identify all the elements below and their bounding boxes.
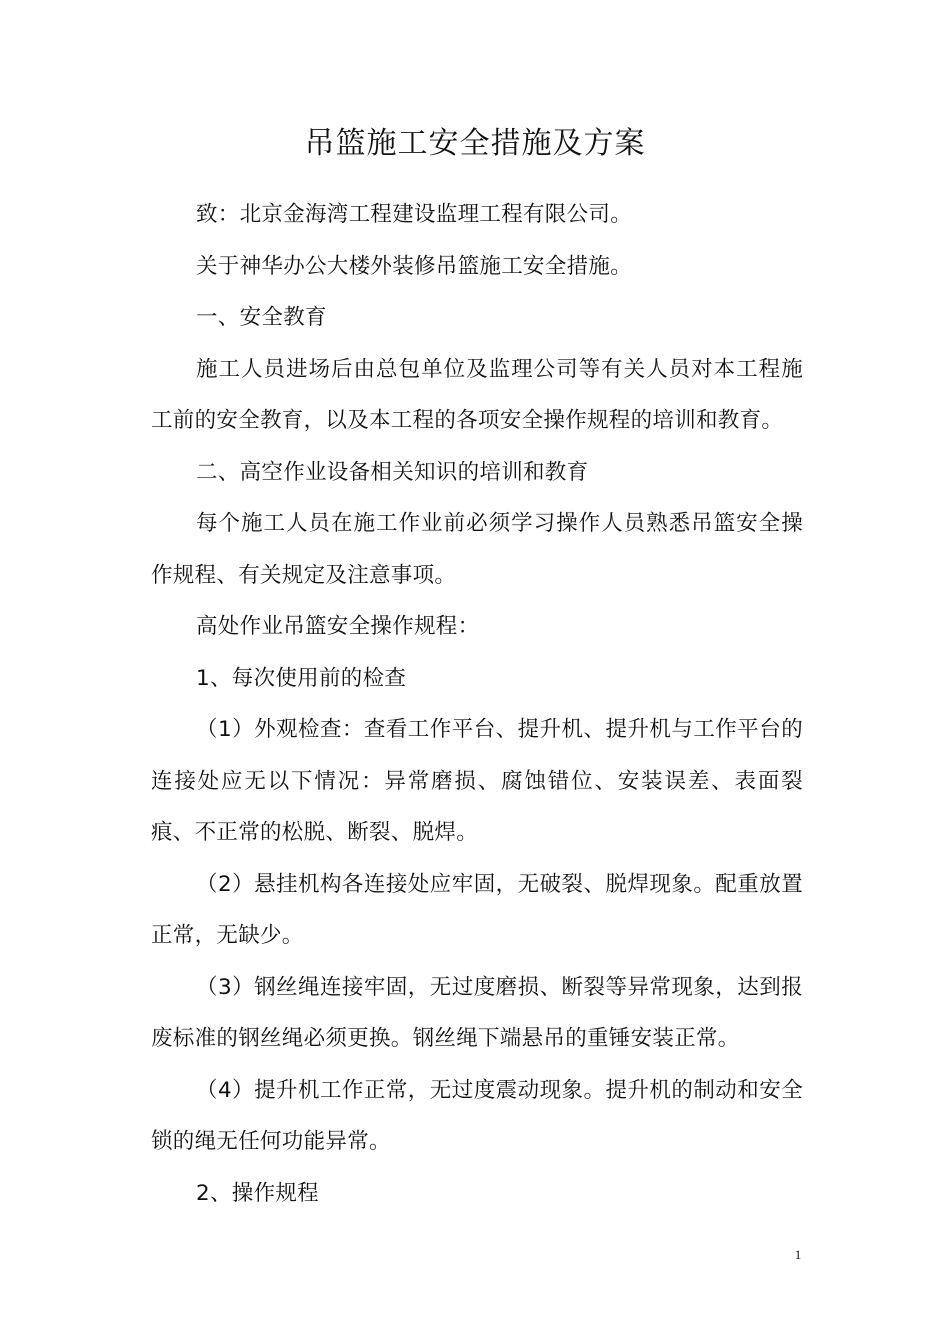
document-body (151, 189, 803, 1219)
paragraph-training: 每个施工人员在施工作业前必须学习操作人员熟悉吊篮安全操作规程、有关规定及注意事项。 (151, 511, 803, 588)
paragraph-operating-rules-intro: 高处作业吊篮安全操作规程： (196, 614, 480, 639)
list-item-visual-check: （1）外观检查：查看工作平台、提升机、提升机与工作平台的连接处应无以下情况：异常磨损、腐蚀错位、安装误差、表面裂痕、不正常的松脱、断裂、脱焊。 (151, 717, 803, 845)
section-heading-safety-education: 一、安全教育 (196, 305, 327, 330)
paragraph-safety-education: 施工人员进场后由总包单位及监理公司等有关人员对本工程施工前的安全教育，以及本工程的各项安全操作规程的培训和教育。 (151, 356, 803, 433)
section-heading-training: 二、高空作业设备相关知识的培训和教育 (196, 459, 589, 485)
document-title: 吊篮施工安全措施及方案 (304, 126, 646, 161)
subheading-operating-rules: 2、操作规程 (196, 1180, 319, 1206)
paragraph-addressee: 致：北京金海湾工程建设监理工程有限公司。 (196, 202, 633, 227)
list-item-suspension-check: （2）悬挂机构各连接处应牢固，无破裂、脱焊现象。配重放置正常，无缺少。 (151, 871, 803, 948)
list-item-hoist-check: （4）提升机工作正常，无过度震动现象。提升机的制动和安全锁的绳无任何功能异常。 (151, 1077, 803, 1154)
page-number: 1 (794, 1247, 802, 1262)
list-item-wire-rope-check: （3）钢丝绳连接牢固，无过度磨损、断裂等异常现象，达到报废标准的钢丝绳必须更换。钢丝绳下端悬吊的重锤安装正常。 (151, 974, 803, 1051)
paragraph-subject: 关于神华办公大楼外装修吊篮施工安全措施。 (196, 253, 633, 279)
subheading-pre-use-check: 1、每次使用前的检查 (196, 665, 407, 691)
